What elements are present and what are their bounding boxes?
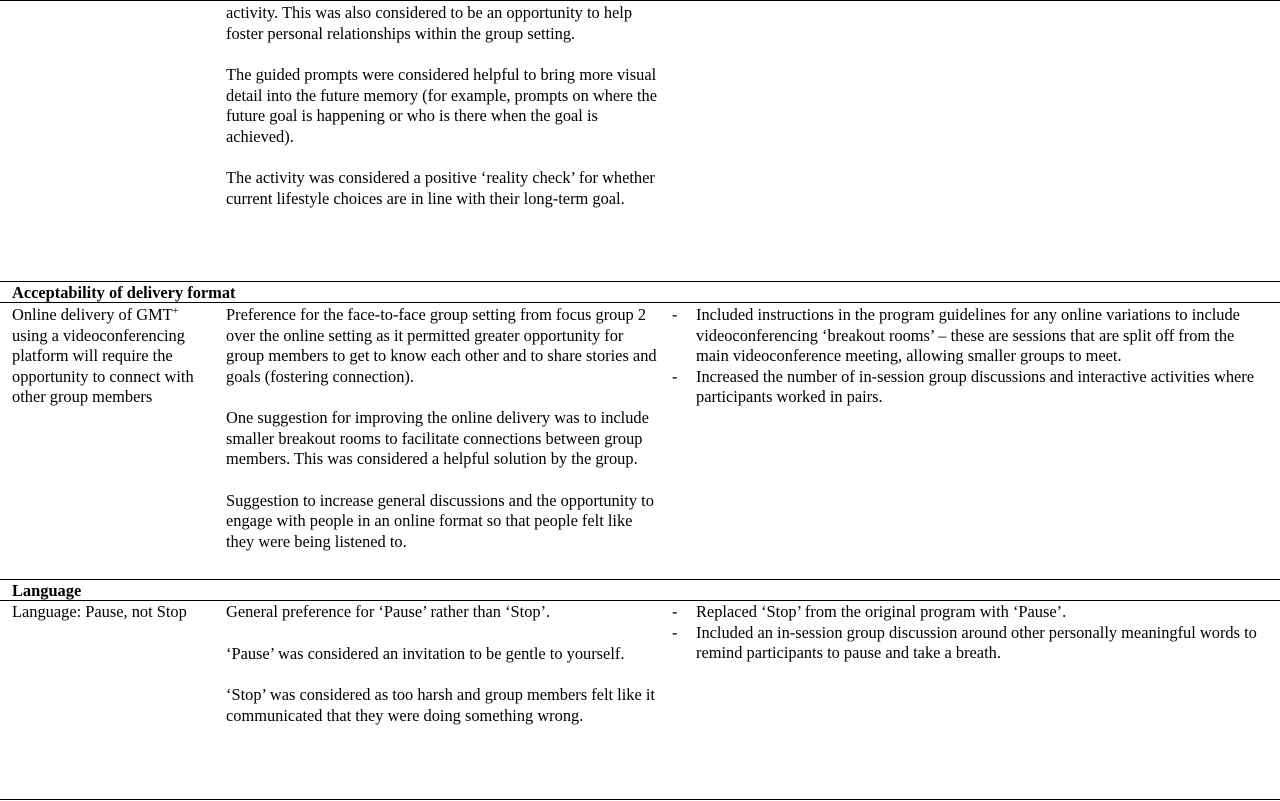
finding-paragraph: General preference for ‘Pause’ rather than ‘Stop’. bbox=[226, 602, 551, 621]
bullet-dash: - bbox=[672, 622, 678, 642]
finding-paragraph: ‘Pause’ was considered an invitation to be gentle to yourself. bbox=[226, 643, 625, 663]
table-bottom-rule bbox=[0, 799, 1280, 800]
bullet-dash: - bbox=[672, 305, 678, 324]
language-findings-cell bbox=[226, 602, 662, 726]
language-theme-cell bbox=[12, 602, 212, 623]
section-rule-language-top bbox=[0, 579, 1280, 580]
section-title-delivery: Acceptability of delivery format bbox=[12, 283, 236, 302]
list-item: - Included an in-session group discussion around other personally meaningful words to remind participants to pause and take a breath. bbox=[672, 622, 1257, 662]
list-item: - Included instructions in the program guidelines for any online variations to include videoconferencing ‘breakout rooms’ – these are sessions that are split off from the main videoconference meeting, allowing smaller groups to meet. bbox=[672, 305, 1240, 365]
list-item: - Replaced ‘Stop’ from the original program with ‘Pause’. bbox=[672, 602, 1067, 621]
superscript-plus: + bbox=[172, 306, 179, 317]
theme-text: Online delivery of GMT+ using a videoconferencing platform will require the opportunity to connect with other group members bbox=[12, 305, 194, 406]
finding-paragraph: Preference for the face-to-face group setting from focus group 2 over the online setting as it permitted greater opportunity for group members to get to know each other and to share stories and goals (fostering connection). bbox=[226, 305, 657, 386]
list-item: - Increased the number of in-session group discussions and interactive activities where participants worked in pairs. bbox=[672, 366, 1255, 406]
finding-paragraph: The activity was considered a positive ‘reality check’ for whether current lifestyle choices are in line with their long-term goal. bbox=[226, 168, 655, 208]
bullet-dash: - bbox=[672, 602, 678, 621]
delivery-changes-cell bbox=[672, 305, 1268, 408]
language-changes-cell bbox=[672, 602, 1268, 664]
finding-paragraph: ‘Stop’ was considered as too harsh and group members felt like it communicated that they were doing something wrong. bbox=[226, 685, 655, 725]
theme-text: Language: Pause, not Stop bbox=[12, 602, 187, 621]
section-rule-delivery-top bbox=[0, 281, 1280, 282]
section-title-language: Language bbox=[12, 581, 82, 600]
delivery-findings-cell bbox=[226, 305, 662, 552]
finding-paragraph: One suggestion for improving the online delivery was to include smaller breakout rooms to facilitate connections between group members. This was considered a helpful solution by the group. bbox=[226, 408, 649, 468]
section-rule-language-bottom bbox=[0, 600, 1280, 601]
top-findings-cell bbox=[226, 3, 662, 209]
finding-paragraph: The guided prompts were considered helpful to bring more visual detail into the future memory (for example, prompts on where the future goal is happening or who is there when the goal is achieved). bbox=[226, 65, 658, 146]
finding-paragraph: Suggestion to increase general discussions and the opportunity to engage with people in an online format so that people felt like they were being listened to. bbox=[226, 490, 654, 551]
table-top-rule bbox=[0, 0, 1280, 1]
bullet-dash: - bbox=[672, 366, 678, 386]
delivery-theme-cell bbox=[12, 305, 212, 408]
finding-paragraph: activity. This was also considered to be an opportunity to help foster personal relationships within the group setting. bbox=[226, 3, 633, 43]
